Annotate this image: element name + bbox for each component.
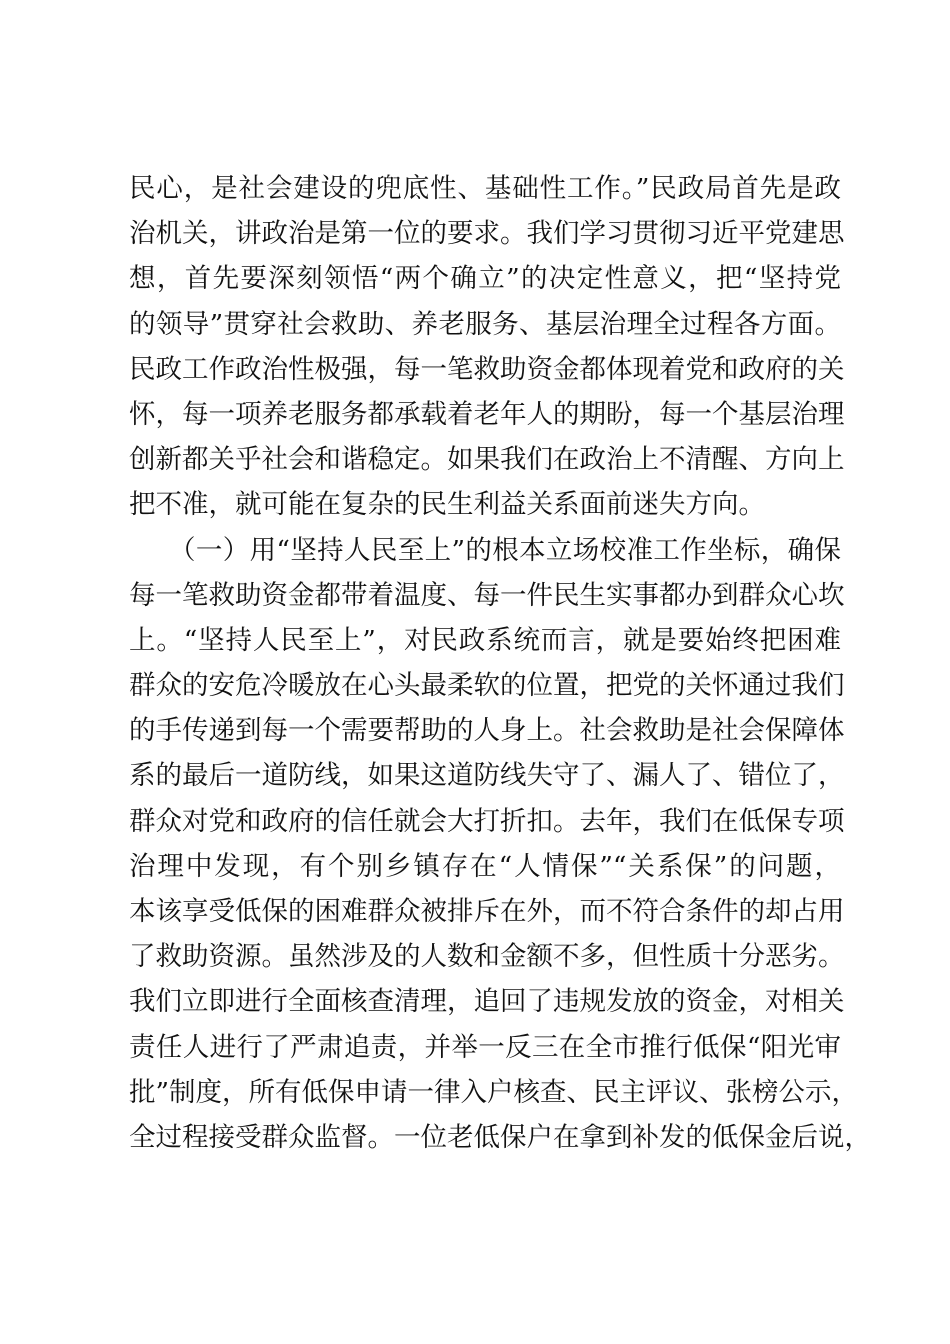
text-line: 治机关，讲政治是第一位的要求。我们学习贯彻习近平党建思: [129, 218, 845, 250]
text-line: 创新都关乎社会和谐稳定。如果我们在政治上不清醒、方向上: [129, 444, 845, 476]
text-line: 了救助资源。虽然涉及的人数和金额不多，但性质十分恶劣。: [129, 941, 845, 973]
text-line: 我们立即进行全面核查清理，追回了违规发放的资金，对相关: [129, 986, 845, 1018]
text-line: 想，首先要深刻领悟“两个确立”的决定性意义，把“坚持党: [129, 263, 841, 295]
text-line: 治理中发现，有个别乡镇存在“人情保”“关系保”的问题，: [129, 850, 841, 882]
text-line: 全过程接受群众监督。一位老低保户在拿到补发的低保金后说，: [129, 1121, 871, 1153]
text-line: 群众的安危冷暖放在心头最柔软的位置，把党的关怀通过我们: [129, 670, 845, 702]
paragraph-2: [129, 528, 871, 1161]
text-line: 每一笔救助资金都带着温度、每一件民生实事都办到群众心坎: [129, 579, 845, 611]
text-line: 上。“坚持人民至上”，对民政系统而言，就是要始终把困难: [129, 624, 841, 656]
text-line: 本该享受低保的困难群众被排斥在外，而不符合条件的却占用: [129, 896, 845, 927]
text-line: 批”制度，所有低保申请一律入户核查、民主评议、张榜公示，: [129, 1076, 859, 1108]
paragraph-1: [129, 166, 845, 528]
text-line: 系的最后一道防线，如果这道防线失守了、漏人了、错位了，: [129, 760, 845, 792]
text-line: 把不准，就可能在复杂的民生利益关系面前迷失方向。: [129, 489, 765, 521]
text-line: 民心，是社会建设的兜底性、基础性工作。”民政局首先是政: [129, 173, 841, 204]
text-line: 群众对党和政府的信任就会大打折扣。去年，我们在低保专项: [129, 805, 845, 837]
text-line: 民政工作政治性极强，每一笔救助资金都体现着党和政府的关: [129, 353, 845, 385]
text-line: 责任人进行了严肃追责，并举一反三在全市推行低保“阳光审: [129, 1031, 841, 1063]
section-heading-line: （一）用“坚持人民至上”的根本立场校准工作坐标，确保: [169, 534, 841, 566]
text-line: 的手传递到每一个需要帮助的人身上。社会救助是社会保障体: [129, 715, 845, 747]
text-line: 怀，每一项养老服务都承载着老年人的期盼，每一个基层治理: [129, 398, 845, 430]
text-line: 的领导”贯穿社会救助、养老服务、基层治理全过程各方面。: [129, 308, 841, 340]
document-body: [129, 166, 871, 1160]
